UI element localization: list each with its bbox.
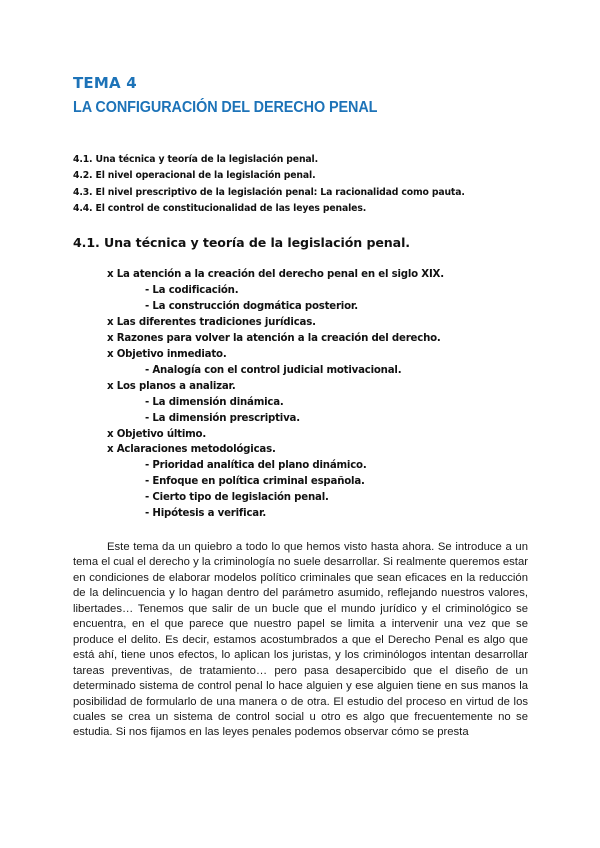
chapter-title: LA CONFIGURACIÓN DEL DERECHO PENAL: [73, 99, 378, 116]
section-heading: 4.1. Una técnica y teoría de la legislación penal.: [73, 235, 410, 250]
toc-item-4-4: 4.4. El control de constitucionalidad de las leyes penales.: [73, 202, 367, 214]
outline-subitem: - Prioridad analítica del plano dinámico.: [145, 460, 367, 472]
table-of-contents: [73, 152, 465, 217]
outline-subitem: - La codificación.: [145, 284, 239, 296]
chapter-number: TEMA 4: [73, 74, 137, 92]
outline-item: x La atención a la creación del derecho penal en el siglo XIX.: [107, 269, 444, 280]
outline-subitem: - Hipótesis a verificar.: [145, 508, 266, 520]
outline-subitem: - La construcción dogmática posterior.: [145, 300, 358, 312]
outline-list: [107, 267, 444, 522]
outline-item: x Aclaraciones metodológicas.: [107, 444, 276, 456]
outline-item: x Razones para volver la atención a la creación del derecho.: [107, 332, 441, 344]
outline-subitem: - Analogía con el control judicial motivacional.: [145, 364, 402, 376]
outline-item: x Los planos a analizar.: [107, 380, 236, 392]
outline-subitem: - La dimensión dinámica.: [145, 396, 284, 408]
toc-item-4-2: 4.2. El nivel operacional de la legislación penal.: [73, 170, 316, 182]
body-paragraph: Este tema da un quiebro a todo lo que hemos visto hasta ahora. Se introduce a un tema el cual el derecho y la criminología no suele desarrollar. Si realmente queremos estar en condiciones de elaborar modelos político criminales que sean eficaces en la reducción de la delincuencia y lo hagan dentro del parámetro asumido, reflejando nuestros valores, libertades… Tenemos que salir de un bucle que el mundo jurídico y el criminológico se encuentra, en el que parece que nuestro papel se limita a intervenir una vez que se produce el delito. Es decir, estamos acostumbrados a que el Derecho Penal es algo que está ahí, tiene unos efectos, lo aplican los juristas, y los criminólogos intentan desarrollar tareas preventivas, de tratamiento… pero pasa desapercibido que el diseño de un determinado sistema de control penal lo hace alguien y ese alguien tiene en sus manos la posibilidad de formularlo de una manera o de otra. El estudio del proceso en virtud de los cuales se crea un sistema de control social u otro es algo que frecuentemente no se estudia. Si nos fijamos en las leyes penales podemos observar cómo se presta: [73, 541, 528, 739]
outline-subitem: - La dimensión prescriptiva.: [145, 412, 300, 424]
outline-item: x Objetivo último.: [107, 428, 207, 440]
toc-item-4-3: 4.3. El nivel prescriptivo de la legislación penal: La racionalidad como pauta.: [73, 186, 465, 198]
outline-item: x Las diferentes tradiciones jurídicas.: [107, 316, 316, 328]
outline-item: x Objetivo inmediato.: [107, 348, 227, 360]
outline-subitem: - Enfoque en política criminal española.: [145, 476, 365, 488]
toc-item-4-1: 4.1. Una técnica y teoría de la legislación penal.: [73, 154, 318, 165]
outline-subitem: - Cierto tipo de legislación penal.: [145, 492, 329, 504]
